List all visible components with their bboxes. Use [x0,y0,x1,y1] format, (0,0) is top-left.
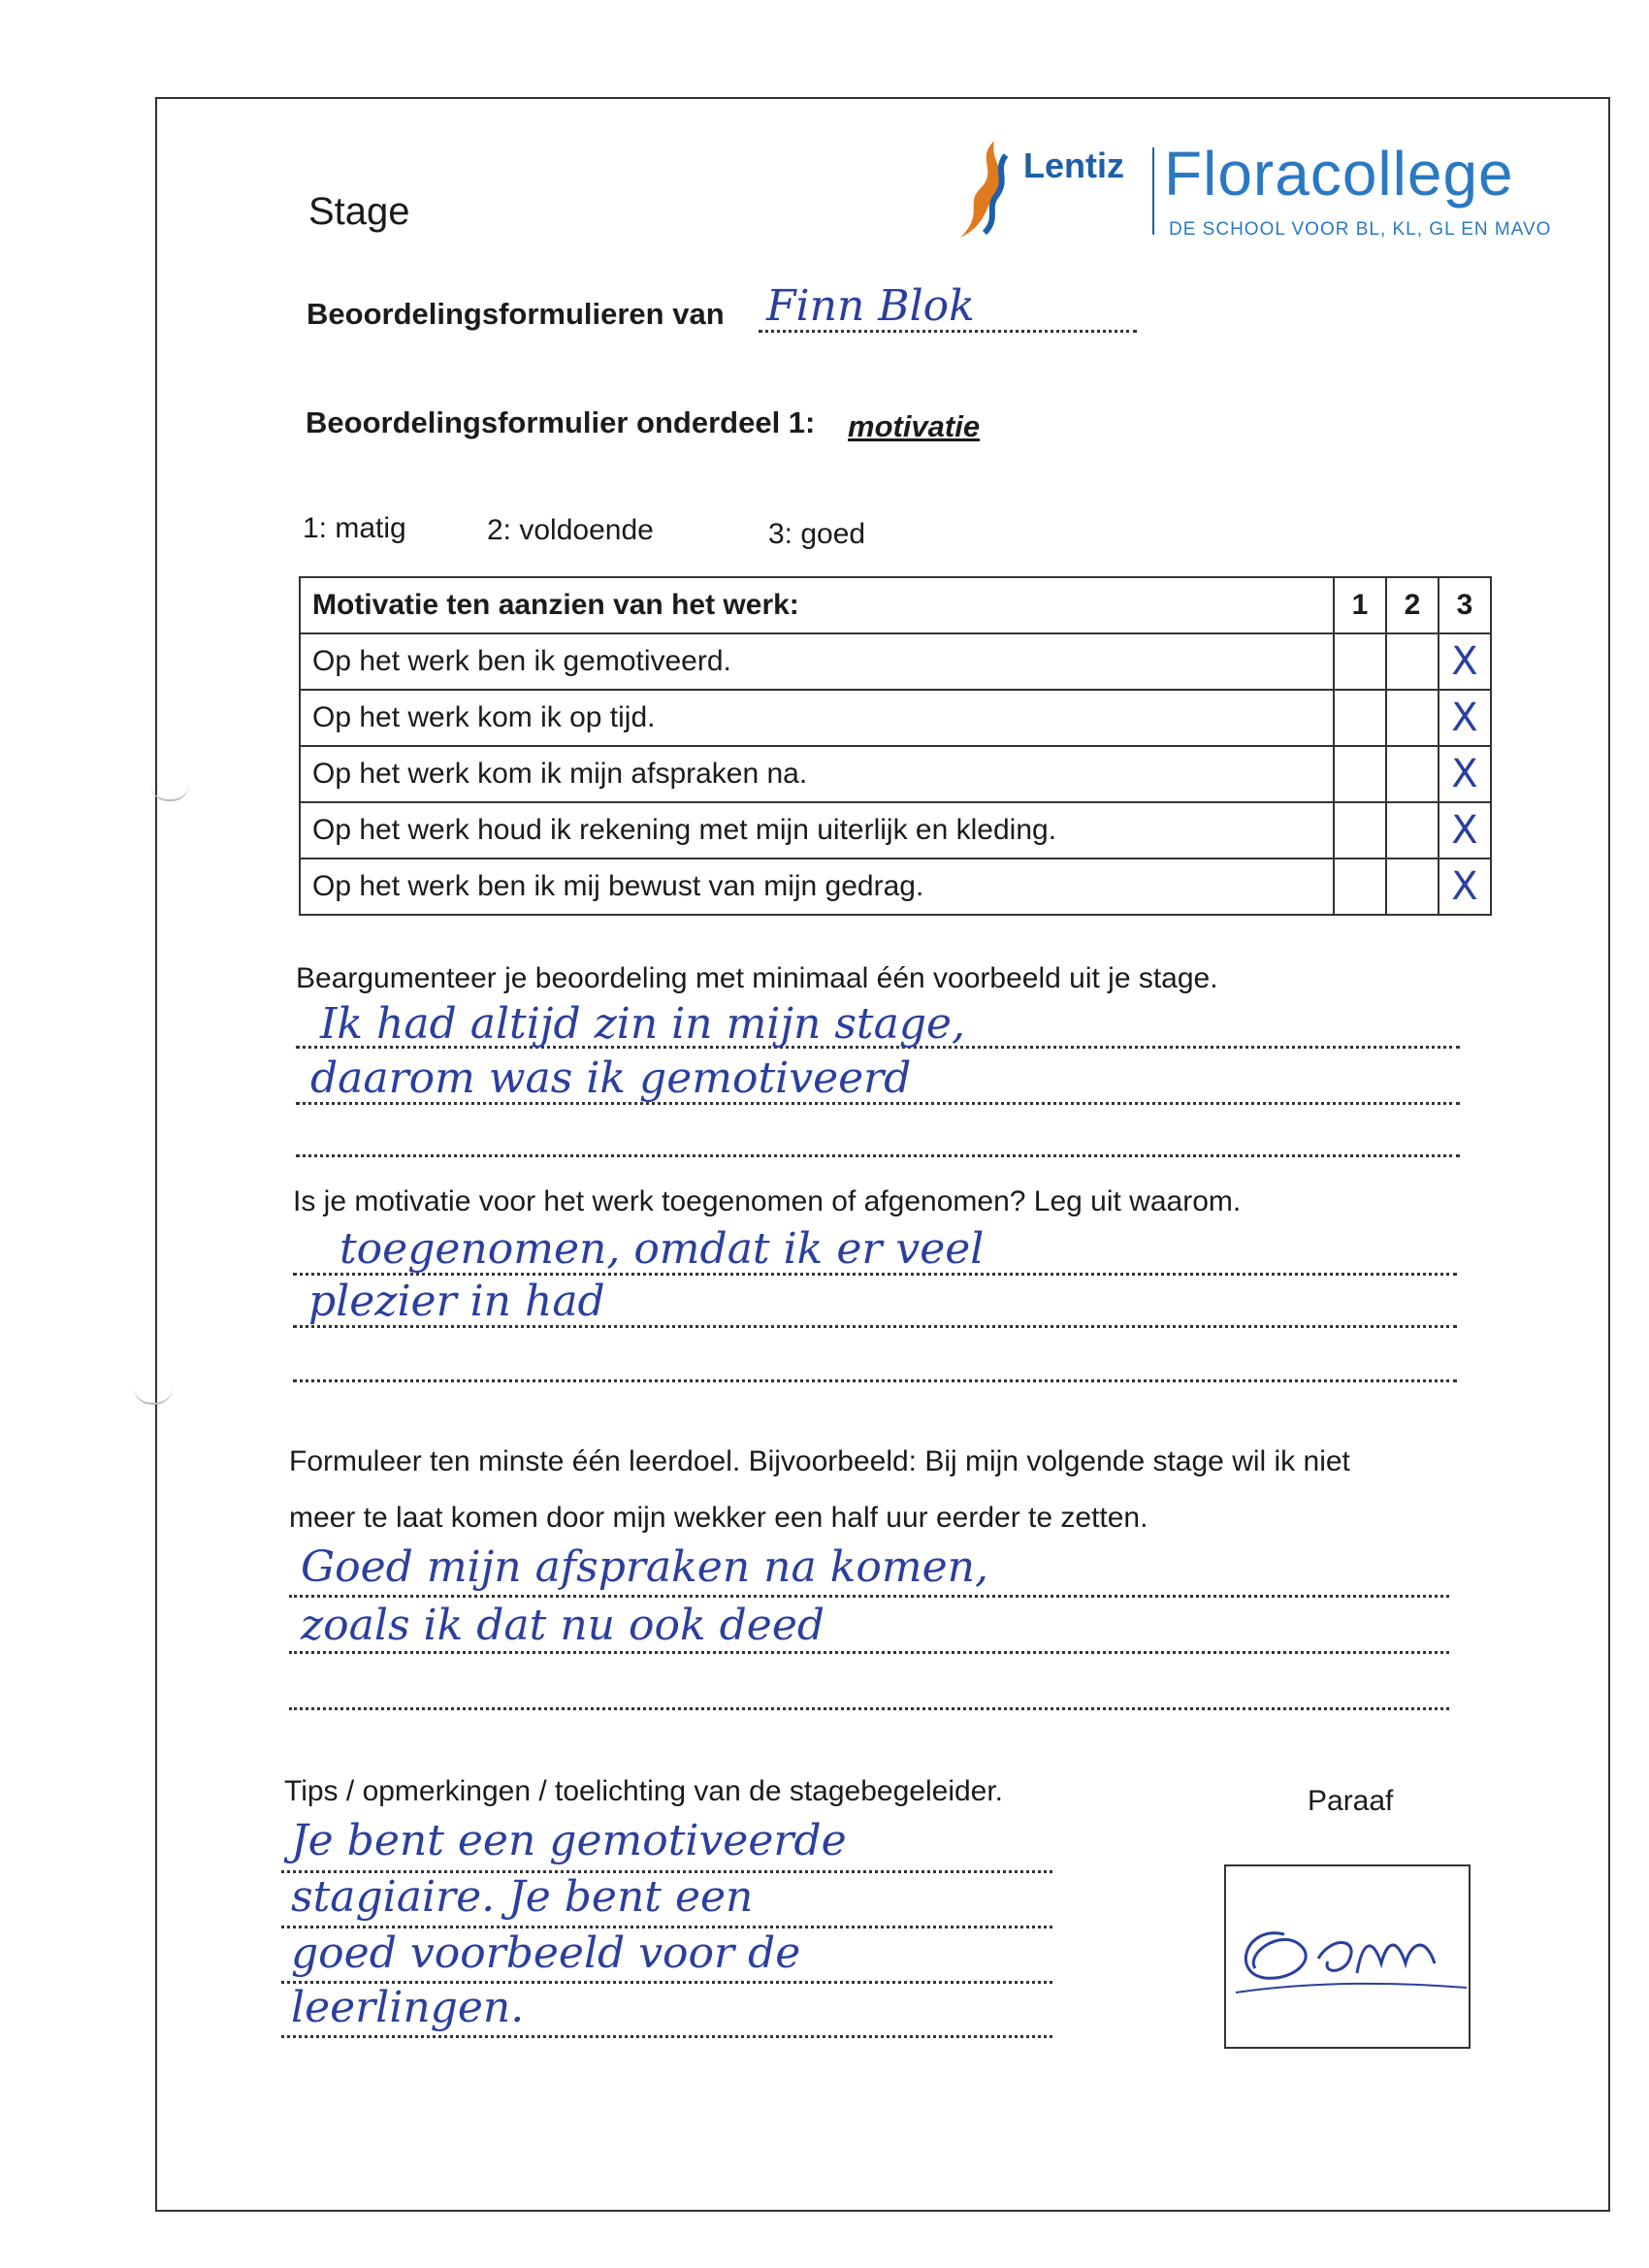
table-row [300,802,1491,859]
answer-text: toegenomen, omdat ik er veel [340,1224,985,1274]
row-statement: Op het werk ben ik gemotiveerd. [300,633,1334,690]
check-mark: X [1451,807,1478,853]
table-row [300,633,1491,690]
score-cell-1[interactable] [1334,802,1386,859]
score-cell-2[interactable] [1386,633,1439,690]
scale-2: 2: voldoende [487,514,654,546]
answer-line [296,1125,1460,1157]
score-cell-3[interactable] [1439,746,1491,802]
check-mark: X [1451,863,1478,909]
row-statement: Op het werk houd ik rekening met mijn uiterlijk en kleding. [300,802,1334,859]
signature-box[interactable] [1224,1864,1471,2049]
score-cell-1[interactable] [1334,633,1386,690]
answer-line [289,1678,1449,1710]
score-cell-2[interactable] [1386,690,1439,746]
check-mark: X [1451,638,1478,684]
score-cell-2[interactable] [1386,802,1439,859]
logo-brand: Lentiz [1023,146,1124,185]
score-cell-1[interactable] [1334,746,1386,802]
answer-text: goed voorbeeld voor de [291,1928,801,1978]
row-statement: Op het werk ben ik mij bewust van mijn gedrag. [300,859,1334,915]
table-header: Motivatie ten aanzien van het werk: [300,577,1334,633]
check-mark: X [1451,751,1478,796]
logo-tagline: DE SCHOOL VOOR BL, KL, GL EN MAVO [1169,219,1552,240]
answer-text: leerlingen. [291,1983,525,2032]
answer-text: daarom was ik gemotiveerd [310,1053,912,1103]
score-cell-2[interactable] [1386,746,1439,802]
section-label: Beoordelingsformulier onderdeel 1: [306,405,816,439]
paraaf-label: Paraaf [1308,1785,1394,1817]
check-mark: X [1451,695,1478,740]
page-title: Stage [308,190,410,233]
row-statement: Op het werk kom ik op tijd. [300,690,1334,746]
section-topic: motivatie [848,409,981,443]
table-row [300,859,1491,915]
answer-line [293,1350,1457,1382]
answer-text: plezier in had [308,1277,605,1326]
student-name: Finn Blok [766,281,975,331]
score-cell-1[interactable] [1334,690,1386,746]
table-row [300,746,1491,802]
score-cell-3[interactable] [1439,633,1491,690]
score-cell-3[interactable] [1439,859,1491,915]
logo-divider [1152,147,1154,235]
flame-logo-icon [955,136,1014,243]
answer-text: Goed mijn afspraken na komen, [301,1542,988,1592]
answer-text: stagiaire. Je bent een [291,1872,754,1922]
q3-prompt-line1: Formuleer ten minste één leerdoel. Bijvoorbeeld: Bij mijn volgende stage wil ik niet [289,1445,1350,1477]
column-header-1: 1 [1334,577,1386,633]
row-statement: Op het werk kom ik mijn afspraken na. [300,746,1334,802]
motivation-table [299,576,1492,916]
score-cell-2[interactable] [1386,859,1439,915]
table-header-row [300,577,1491,633]
signature-icon [1226,1866,1469,2047]
score-cell-1[interactable] [1334,859,1386,915]
answer-text: Ik had altijd zin in mijn stage, [320,999,966,1049]
answer-text: zoals ik dat nu ook deed [301,1601,825,1650]
table-row [300,690,1491,746]
column-header-2: 2 [1386,577,1439,633]
q1-prompt: Beargumenteer je beoordeling met minimaal één voorbeeld uit je stage. [296,962,1218,994]
logo-name: Floracollege [1164,139,1514,209]
scale-3: 3: goed [768,518,866,550]
q3-prompt-line2: meer te laat komen door mijn wekker een half uur eerder te zetten. [289,1502,1148,1534]
column-header-3: 3 [1439,577,1491,633]
score-cell-3[interactable] [1439,802,1491,859]
tips-prompt: Tips / opmerkingen / toelichting van de stagebegeleider. [284,1775,1004,1807]
answer-text: Je bent een gemotiveerde [291,1816,847,1865]
scale-1: 1: matig [303,512,406,544]
score-cell-3[interactable] [1439,690,1491,746]
q2-prompt: Is je motivatie voor het werk toegenomen of afgenomen? Leg uit waarom. [293,1185,1242,1217]
student-label: Beoordelingsformulieren van [307,297,725,331]
